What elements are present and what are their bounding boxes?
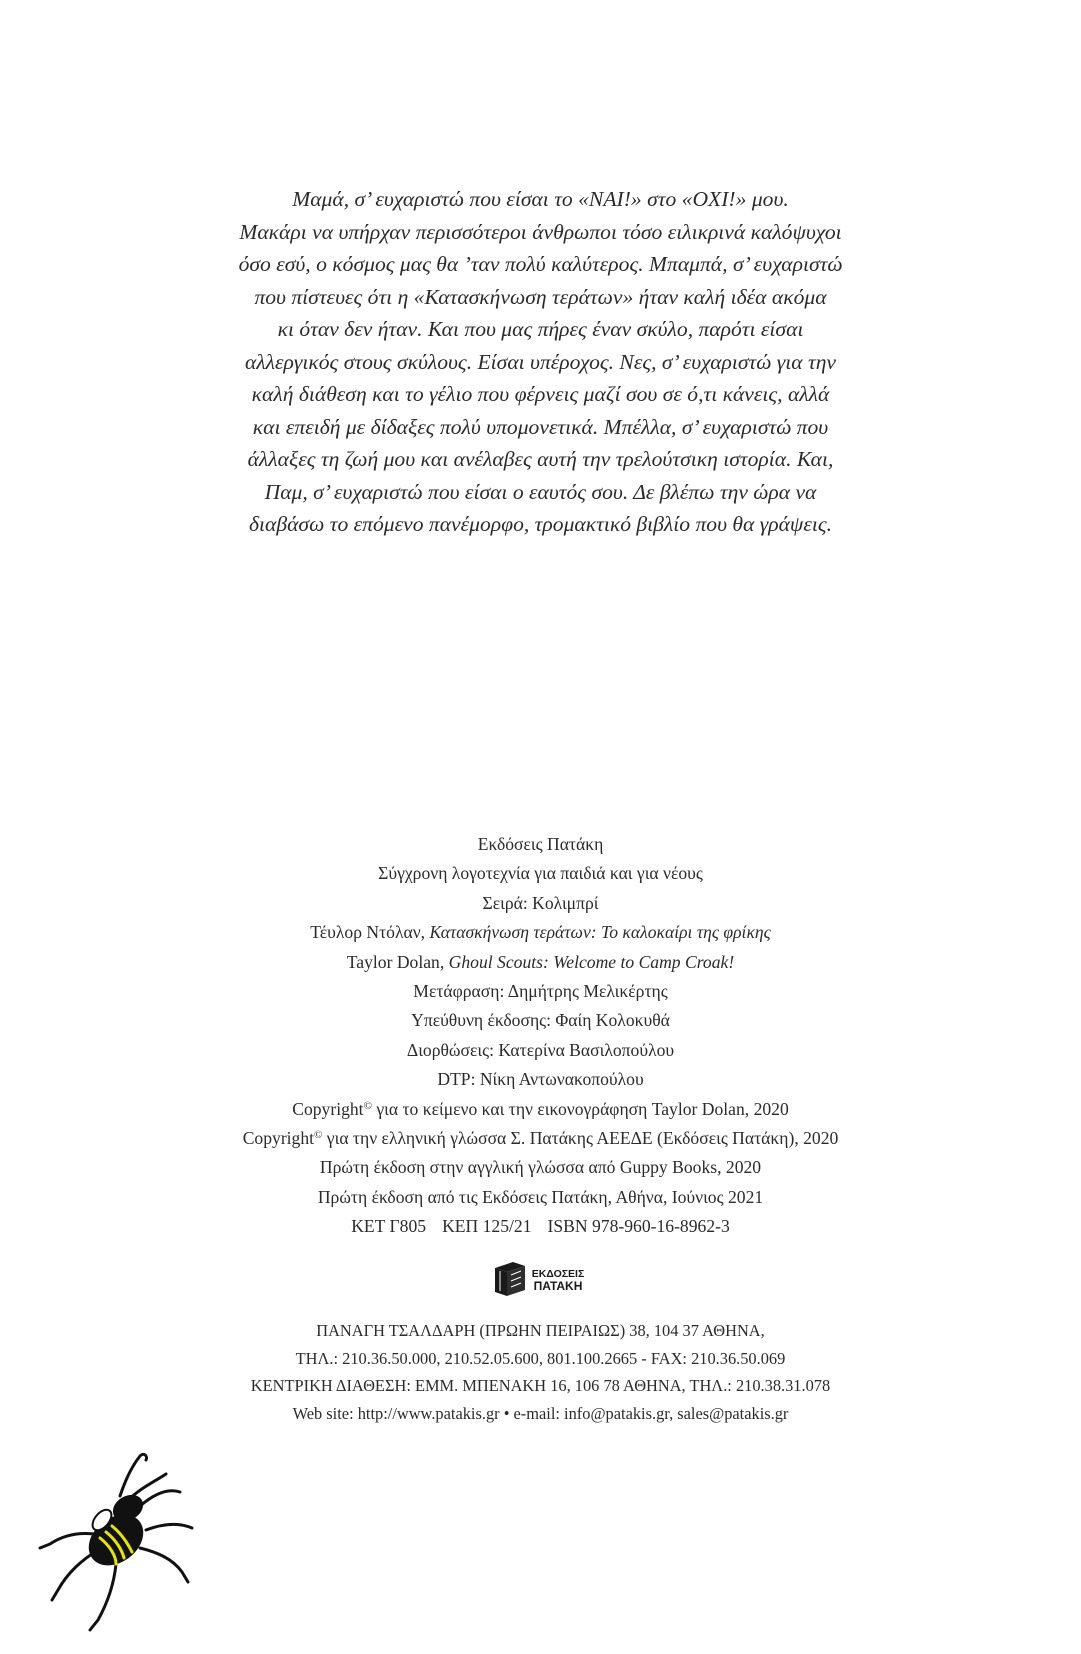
distribution-line: ΚΕΝΤΡΙΚΗ ΔΙΑΘΕΣΗ: ΕΜΜ. ΜΠΕΝΑΚΗ 16, 106 78 ΑΘΗΝΑ, ΤΗΛ.: 210.38.31.078 — [250, 1376, 831, 1395]
dedication-line: αλλεργικός στους σκύλους. Είσαι υπέροχος. Νες, σ’ ευχαριστώ για την — [244, 349, 837, 374]
address-line: ΠΑΝΑΓΗ ΤΣΑΛΔΑΡΗ (ΠΡΩΗΝ ΠΕΙΡΑΙΩΣ) 38, 104 37 ΑΘΗΝΑ, — [316, 1321, 765, 1340]
dedication-line: Μακάρι να υπήρχαν περισσότεροι άνθρωποι τόσο ειλικρινά καλόψυχοι — [239, 219, 842, 244]
dedication-text — [150, 183, 931, 541]
editor-credit: Υπεύθυνη έκδοσης: Φαίη Κολοκυθά — [411, 1010, 670, 1031]
dedication-line: και επειδή με δίδαξες πολύ υπομονετικά. Μπέλλα, σ’ ευχαριστώ που — [252, 414, 829, 439]
first-edition-english: Πρώτη έκδοση στην αγγλική γλώσσα από Guppy Books, 2020 — [319, 1157, 762, 1178]
publisher-name: Εκδόσεις Πατάκη — [477, 834, 604, 854]
publisher-logo — [491, 1258, 591, 1302]
original-author: Taylor Dolan, — [346, 951, 445, 972]
collection-name: Σύγχρονη λογοτεχνία για παιδιά και για νέους — [378, 863, 703, 884]
bee-icon — [28, 1448, 208, 1638]
copyright-text-illustrations — [140, 1095, 941, 1124]
isbn-code: ISBN 978-960-16-8962-3 — [547, 1216, 730, 1237]
copyright-rest: για το κείμενο και την εικονογράφηση Taylor Dolan, 2020 — [371, 1098, 789, 1119]
kep-code: ΚΕΠ 125/21 — [442, 1216, 532, 1237]
original-title-credit — [140, 948, 941, 977]
dedication-line: που πίστευες ότι η «Κατασκήνωση τεράτων» ήταν καλή ιδέα ακόμα — [254, 284, 827, 309]
dtp-credit: DTP: Νίκη Αντωνακοπούλου — [437, 1069, 644, 1090]
proofreading-credit: Διορθώσεις: Κατερίνα Βασιλοπούλου — [406, 1039, 675, 1060]
copyright-word: Copyright — [292, 1098, 364, 1119]
book-stack-logo-icon — [495, 1262, 525, 1296]
copyright-rest: για την ελληνική γλώσσα Σ. Πατάκης ΑΕΕΔΕ (Εκδόσεις Πατάκη), 2020 — [322, 1128, 839, 1149]
copyright-symbol: © — [363, 1099, 372, 1112]
dedication-line: Μαμά, σ’ ευχαριστώ που είσαι το «ΝΑΙ!» στο «ΟΧΙ!» μου. — [292, 187, 789, 211]
web-email-line: Web site: http://www.patakis.gr • e-mail: info@patakis.gr, sales@patakis.gr — [292, 1403, 789, 1423]
dedication-line: καλή διάθεση και το γέλιο που φέρνεις μαζί σου σε ό,τι κάνεις, αλλά — [251, 382, 830, 406]
ket-code: ΚΕΤ Γ805 — [351, 1216, 427, 1237]
greek-book-title: Κατασκήνωση τεράτων: Το καλοκαίρι της φρίκης — [429, 922, 771, 943]
logo-text-top: ΕΚΔΟΣΕΙΣ — [531, 1268, 585, 1280]
colophon — [140, 830, 941, 1242]
catalog-codes — [140, 1212, 941, 1241]
copyright-greek-language — [140, 1124, 941, 1153]
dedication-line: κι όταν δεν ήταν. Και που μας πήρες έναν σκύλο, παρότι είσαι — [277, 317, 804, 341]
dedication-line: Παμ, σ’ ευχαριστώ που είσαι ο εαυτός σου. Δε βλέπω την ώρα να — [264, 479, 817, 504]
dedication-line: διαβάσω το επόμενο πανέμορφο, τρομακτικό βιβλίο που θα γράψεις. — [248, 512, 833, 536]
greek-author: Τέυλορ Ντόλαν, — [310, 922, 426, 943]
original-book-title: Ghoul Scouts: Welcome to Camp Croak! — [448, 951, 735, 972]
first-edition-greek: Πρώτη έκδοση από τις Εκδόσεις Πατάκη, Αθήνα, Ιούνιος 2021 — [317, 1186, 764, 1207]
dedication-line: άλλαξες τη ζωή μου και ανέλαβες αυτή την τρελούτσικη ιστορία. Και, — [247, 447, 834, 471]
publisher-address — [140, 1317, 941, 1427]
series-name: Σειρά: Κολιμπρί — [482, 892, 599, 913]
copyright-word: Copyright — [242, 1128, 315, 1149]
translator-credit: Μετάφραση: Δημήτρης Μελικέρτης — [413, 981, 668, 1002]
dedication-line: όσο εσύ, ο κόσμος μας θα ’ταν πολύ καλύτερος. Μπαμπά, σ’ ευχαριστώ — [238, 252, 843, 276]
copyright-symbol: © — [314, 1129, 323, 1142]
greek-title-credit — [140, 918, 941, 947]
logo-text-bottom: ΠΑΤΑΚΗ — [533, 1279, 583, 1293]
phone-fax-line: ΤΗΛ.: 210.36.50.000, 210.52.05.600, 801.100.2665 - FAX: 210.36.50.069 — [295, 1348, 786, 1368]
